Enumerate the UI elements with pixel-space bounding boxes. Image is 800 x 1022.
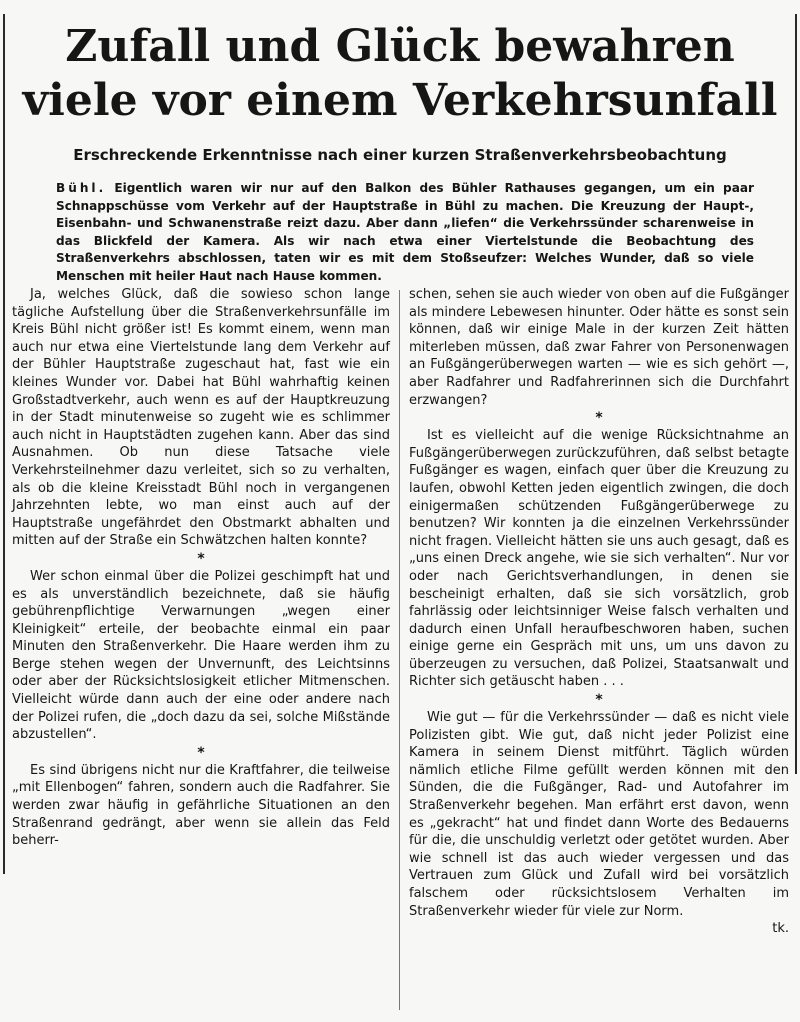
headline-line-1: Zufall und Glück bewahren	[65, 21, 735, 72]
left-column	[12, 286, 390, 850]
left-border-rule	[3, 14, 5, 874]
right-border-rule	[795, 14, 797, 774]
section-separator: *	[595, 410, 603, 427]
author-initials: tk.	[772, 921, 789, 937]
dateline: Bühl.	[56, 181, 107, 195]
subheadline: Erschreckende Erkenntnisse nach einer kurzen Straßenverkehrsbeobachtung	[73, 146, 727, 164]
right-paragraph-1: schen, sehen sie auch wieder von oben auf die Fußgänger als mindere Lebewesen hinunter. Oder hätte es sonst sein können, daß wir einige Male in der kurzen Zeit hätten miterleben müssen, daß zwar Fahrer von Personenwagen an Fußgängerüberwegen warten — wie es sich gehört —, aber Radfahrer und Radfahrerinnen sich die Durchfahrt erzwangen?	[409, 287, 789, 408]
section-separator: *	[197, 744, 205, 761]
right-paragraph-2: Ist es vielleicht auf die wenige Rücksichtnahme an Fußgängerüberwegen zurückzuführen, daß selbst betagte Fußgänger es wagen, einfach quer über die Kreuzung zu laufen, obwohl Ketten jeden eigentlich zwingen, die doch einigermaßen schützenden Fußgängerüberwege zu benutzen? Wir konnten ja die einzelnen Verkehrssünder nicht fragen. Vielleicht hätten sie uns auch gesagt, daß es „uns einen Dreck angehe, wie sie sich verhalten“. Nur vor oder nach Gerichtsverhandlungen, in denen sie bescheinigt erhalten, daß sie sich vorsätzlich, grob fahrlässig oder leichtsinniger Weise falsch verhalten und dadurch einen Unfall heraufbeschworen haben, suchen einige gerne ein Gespräch mit uns, um uns davon zu überzeugen zu versuchen, daß Polizei, Staatsanwalt und Richter sich getäuscht haben . . .	[409, 428, 789, 690]
left-paragraph-3: Es sind übrigens nicht nur die Kraftfahrer, die teilweise „mit Ellenbogen“ fahren, sondern auch die Radfahrer. Sie werden zwar häufig in gefährliche Situationen an den Straßenrand gedrängt, aber wenn sie allein das Feld beherr-	[12, 762, 390, 849]
headline	[10, 20, 790, 128]
left-paragraph-2: Wer schon einmal über die Polizei geschimpft hat und es als unverständlich bezeichnete, daß sie häufig gebührenpflichtige Verwarnungen „wegen einer Kleinigkeit“ erteile, der beobachte einmal ein paar Minuten den Straßenverkehr. Die Haare werden ihm zu Berge stehen wegen der Unvernunft, des Leichtsinns oder aber der Rücksichtslosigkeit etlicher Mitmenschen. Vielleicht würde dann auch der eine oder andere nach der Polizei rufen, die „doch dazu da sei, solche Mißstände abzustellen“.	[12, 568, 390, 743]
section-separator: *	[197, 550, 205, 567]
lead-paragraph	[56, 180, 754, 286]
lead-text: Eigentlich waren wir nur auf den Balkon des Bühler Rathauses gegangen, um ein paar Schnappschüsse vom Verkehr auf der Hauptstraße in Bühl zu machen. Die Kreuzung der Haupt-, Eisenbahn- und Schwanenstraße reizt dazu. Aber dann „liefen“ die Verkehrssünder scharenweise in das Blickfeld der Kamera. Als wir nach etwa einer Viertelstunde die Beobachtung des Straßenverkehrs abschlossen, taten wir es mit dem Stoßseufzer: Welches Wunder, daß so viele Menschen mit heiler Haut nach Hause kommen.	[56, 181, 754, 283]
headline-line-2: viele vor einem Verkehrsunfall	[22, 75, 778, 126]
right-paragraph-3: Wie gut — für die Verkehrssünder — daß es nicht viele Polizisten gibt. Wie gut, daß nicht jeder Polizist eine Kamera in seinem Dienst mitführt. Täglich würden nämlich etliche Filme gefüllt werden können mit den Sünden, die die Fußgänger, Rad- und Autofahrer im Straßenverkehr begehen. Man erfährt erst davon, wenn es „gekracht“ hat und findet dann Worte des Bedauerns für die, die unschuldig verletzt oder getötet wurden. Aber wie schnell ist das auch wieder vergessen und das Vertrauen zum Glück und Zufall wird bei vorsätzlich falschem oder rücksichtslosem Verhalten im Straßenverkehr wieder für viele zur Norm.	[409, 710, 789, 919]
right-column	[409, 286, 789, 938]
section-separator: *	[595, 692, 603, 709]
left-paragraph-1: Ja, welches Glück, daß die sowieso schon lange tägliche Aufstellung über die Straßenverkehrsunfälle im Kreis Bühl nicht größer ist! Es kommt einem, wenn man auch nur etwa eine Viertelstunde lang dem Verkehr auf der Bühler Hauptstraße zugeschaut hat, fast wie ein kleines Wunder vor. Dabei hat Bühl wahrhaftig keinen Großstadtverkehr, auch wenn es auf der Hauptkreuzung in der Stadt minutenweise so zugeht wie es schlimmer auch nicht in Hauptstädten zugehen kann. Aber das sind Ausnahmen. Ob nun diese Tatsache viele Verkehrsteilnehmer dazu verleitet, sich so zu verhalten, als ob die kleine Kreisstadt Bühl noch in vergangenen Jahrzehnten lebte, wo man einst auch auf der Hauptstraße ungefährdet den Obstmarkt abhalten und mitten auf der Straße ein Schwätzchen halten konnte?	[12, 287, 390, 549]
column-divider	[399, 290, 400, 1010]
